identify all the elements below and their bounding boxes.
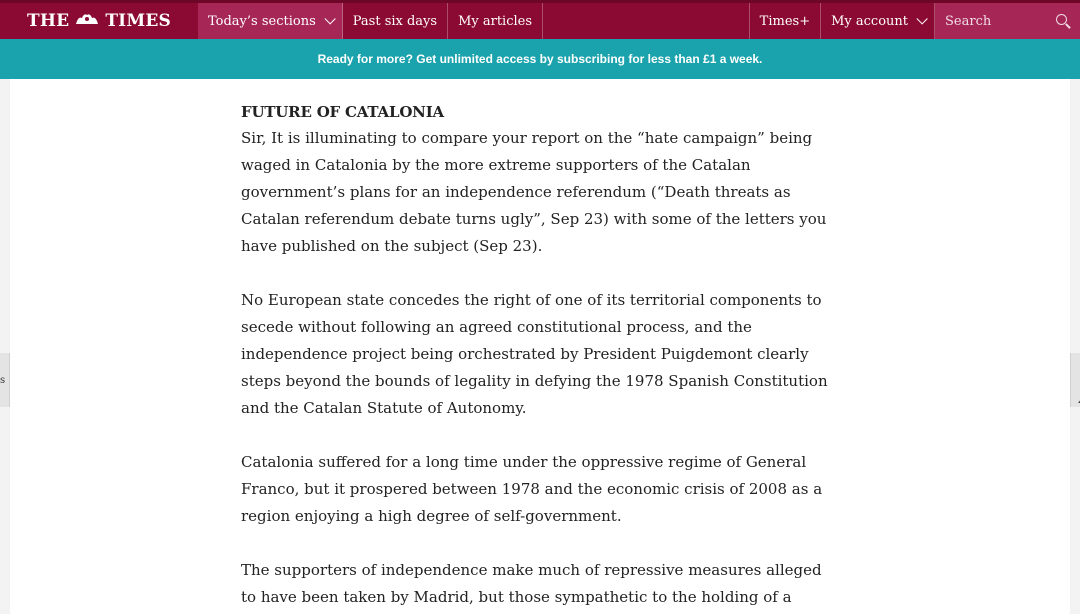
- paragraph: The supporters of independence make much of repressive measures alleged to have been taken by Madrid, but those sympathetic to the holding of a: [241, 561, 822, 606]
- paragraph: Catalonia suffered for a long time under the oppressive regime of General Franco, but it prospered between 1978 and the economic crisis of 2008 as a region enjoying a high degree of self-government.: [241, 453, 823, 525]
- paragraph: Sir, It is illuminating to compare your report on the “hate campaign” being waged in Catalonia by the more extreme supporters of the Catalan government’s plans for an independence referendum (“Death threats as Catalan referendum debate turns ugly”, Sep 23) with some of the letters you have published on the subject (Sep 23).: [241, 129, 827, 255]
- paragraph: No European state concedes the right of one of its territorial components to secede without following an agreed constitutional process, and the independence project being orchestrated by President Puigdemont clearly steps beyond the bounds of legality in defying the 1978 Spanish Constitution and the Catalan Statute of Autonomy.: [241, 291, 828, 417]
- search-placeholder: Search: [945, 13, 992, 29]
- search-input[interactable]: [935, 3, 1080, 39]
- nav-todays-sections-label: Today’s sections: [208, 13, 316, 29]
- nav-times-plus[interactable]: [750, 3, 821, 39]
- promo-text: Ready for more? Get unlimited access by subscribing for less than £1 a week.: [317, 52, 763, 66]
- logo-word-times: TIMES: [105, 11, 171, 31]
- previous-tab-label: s: [0, 374, 6, 386]
- letter-content: [241, 101, 841, 614]
- nav-my-account-label: My account: [831, 13, 908, 29]
- nav-my-account[interactable]: [821, 3, 935, 39]
- letter-heading: FUTURE OF CATALONIA: [241, 103, 444, 121]
- logo-word-the: THE: [27, 11, 70, 31]
- chevron-down-icon: [324, 13, 335, 24]
- nav-past-six-days[interactable]: [343, 3, 448, 39]
- search-icon[interactable]: [1056, 14, 1070, 28]
- previous-article-tab[interactable]: [0, 353, 10, 407]
- chevron-down-icon: [916, 13, 927, 24]
- top-navigation-bar: [0, 0, 1080, 39]
- nav-past-six-days-label: Past six days: [352, 13, 438, 29]
- nav-spacer: [543, 3, 750, 39]
- subscription-promo-banner[interactable]: [0, 39, 1080, 79]
- next-article-tab[interactable]: [1070, 353, 1080, 407]
- royal-crest-icon: [74, 12, 100, 30]
- times-logo[interactable]: [0, 3, 198, 39]
- nav-times-plus-label: Times+: [759, 13, 811, 29]
- article-body: [10, 79, 1070, 614]
- nav-my-articles-label: My articles: [458, 13, 533, 29]
- nav-todays-sections[interactable]: [198, 3, 343, 39]
- nav-my-articles[interactable]: [448, 3, 543, 39]
